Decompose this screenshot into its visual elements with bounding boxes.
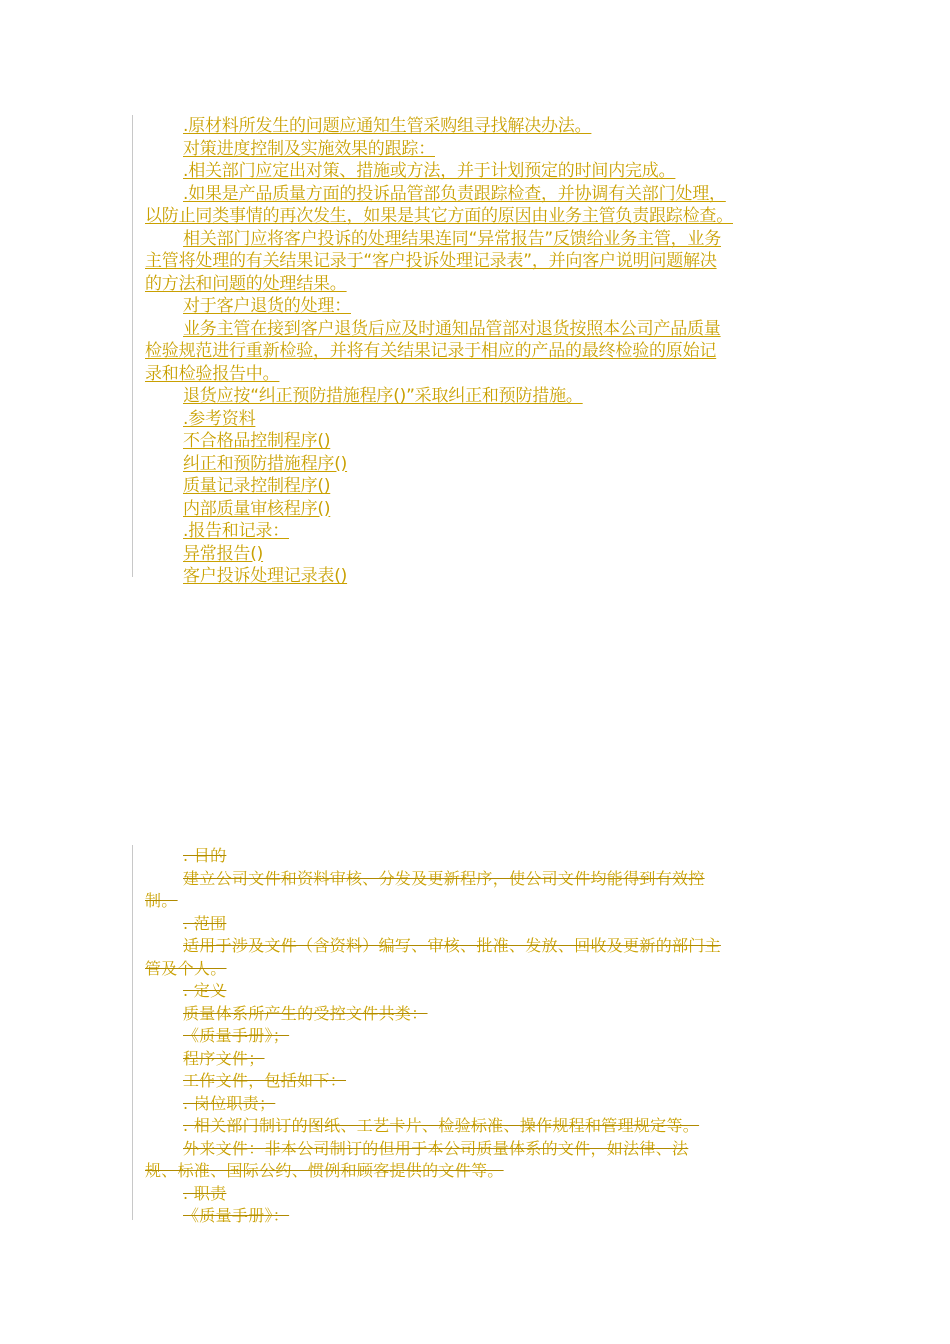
- line-text: 内部质量审核程序(): [183, 498, 331, 519]
- text-line: [133, 340, 813, 363]
- procedure-section-complaints: [132, 115, 813, 586]
- line-text: 适用于涉及文件（含资料）编写、审核、批准、发放、回收及更新的部门主: [183, 936, 721, 955]
- line-text: 程序文件；: [183, 1048, 265, 1068]
- line-text: 业务主管在接到客户退货后应及时通知品管部对退货按照本公司产品质量: [183, 318, 721, 339]
- line-text: .参考资料: [183, 408, 256, 429]
- text-line: [133, 1003, 813, 1026]
- line-text: . 范围: [183, 913, 227, 933]
- line-text: 制。: [145, 891, 178, 910]
- text-line: [133, 408, 813, 431]
- line-text: 退货应按“纠正预防措施程序()”采取纠正和预防措施。: [183, 386, 583, 406]
- line-text: . 目的: [183, 846, 227, 865]
- line-text: . 相关部门制订的图纸、工艺卡片、检验标准、操作规程和管理规定等。: [183, 1116, 700, 1135]
- line-text: . 岗位职责；: [183, 1093, 276, 1113]
- line-text: 管及个人。: [145, 958, 227, 978]
- text-line: [133, 890, 813, 913]
- procedure-section-document-control: [132, 845, 813, 1225]
- text-line: [133, 1070, 813, 1093]
- line-text: 录和检验报告中。: [145, 363, 280, 384]
- line-text: 对策进度控制及实施效果的跟踪：: [183, 138, 435, 159]
- line-text: .报告和记录：: [183, 521, 290, 541]
- text-line: [133, 1205, 813, 1228]
- line-text: 以防止同类事情的再次发生，如果是其它方面的原因由业务主管负责跟踪检查。: [145, 206, 733, 226]
- line-text: 外来文件：非本公司制订的但用于本公司质量体系的文件，如法律、法: [183, 1138, 689, 1158]
- line-text: .原材料所发生的问题应通知生管采购组寻找解决办法。: [183, 116, 592, 136]
- text-line: [133, 1183, 813, 1206]
- text-line: [133, 228, 813, 251]
- text-line: [133, 138, 813, 161]
- text-line: [133, 115, 813, 138]
- text-line: [133, 295, 813, 318]
- text-line: [133, 935, 813, 958]
- text-line: [133, 273, 813, 296]
- text-line: [133, 1160, 813, 1183]
- line-text: 对于客户退货的处理：: [183, 296, 351, 316]
- line-text: 《质量手册》：: [183, 1206, 290, 1225]
- line-text: . 定义: [183, 981, 227, 1000]
- text-line: [133, 363, 813, 386]
- text-line: [133, 868, 813, 891]
- text-line: [133, 160, 813, 183]
- line-text: 规、标准、国际公约、惯例和顾客提供的文件等。: [145, 1161, 504, 1180]
- text-line: [133, 1115, 813, 1138]
- text-line: [133, 520, 813, 543]
- text-line: [133, 845, 813, 868]
- line-text: 客户投诉处理记录表(): [183, 566, 348, 586]
- line-text: 工作文件，包括如下：: [183, 1071, 347, 1090]
- text-line: [133, 1048, 813, 1071]
- text-line: [133, 1138, 813, 1161]
- text-line: [133, 958, 813, 981]
- line-text: 异常报告(): [183, 543, 264, 564]
- text-line: [133, 385, 813, 408]
- line-text: 检验规范进行重新检验，并将有关结果记录于相应的产品的最终检验的原始记: [145, 341, 717, 361]
- text-line: [133, 430, 813, 453]
- line-text: 的方法和问题的处理结果。: [145, 273, 347, 294]
- line-text: 不合格品控制程序(): [183, 431, 331, 451]
- text-line: [133, 475, 813, 498]
- line-text: 建立公司文件和资料审核、分发及更新程序，使公司文件均能得到有效控: [183, 868, 705, 888]
- line-text: . 职责: [183, 1183, 227, 1203]
- text-line: [133, 205, 813, 228]
- line-text: .如果是产品质量方面的投诉品管部负责跟踪检查，并协调有关部门处理，: [183, 183, 726, 204]
- text-line: [133, 250, 813, 273]
- text-line: [133, 498, 813, 521]
- text-line: [133, 913, 813, 936]
- text-line: [133, 183, 813, 206]
- text-line: [133, 543, 813, 566]
- line-text: 质量记录控制程序(): [183, 476, 331, 496]
- text-line: [133, 1025, 813, 1048]
- text-line: [133, 980, 813, 1003]
- text-line: [133, 453, 813, 476]
- line-text: 纠正和预防措施程序(): [183, 453, 348, 474]
- line-text: 相关部门应将客户投诉的处理结果连同“异常报告”反馈给业务主管，业务: [183, 228, 722, 249]
- text-line: [133, 565, 813, 588]
- line-text: 《质量手册》；: [183, 1026, 290, 1045]
- line-text: .相关部门应定出对策、措施或方法，并于计划预定的时间内完成。: [183, 161, 676, 181]
- line-text: 主管将处理的有关结果记录于“客户投诉处理记录表”，并向客户说明问题解决: [145, 251, 717, 271]
- line-text: 质量体系所产生的受控文件共类：: [183, 1003, 428, 1023]
- text-line: [133, 1093, 813, 1116]
- text-line: [133, 318, 813, 341]
